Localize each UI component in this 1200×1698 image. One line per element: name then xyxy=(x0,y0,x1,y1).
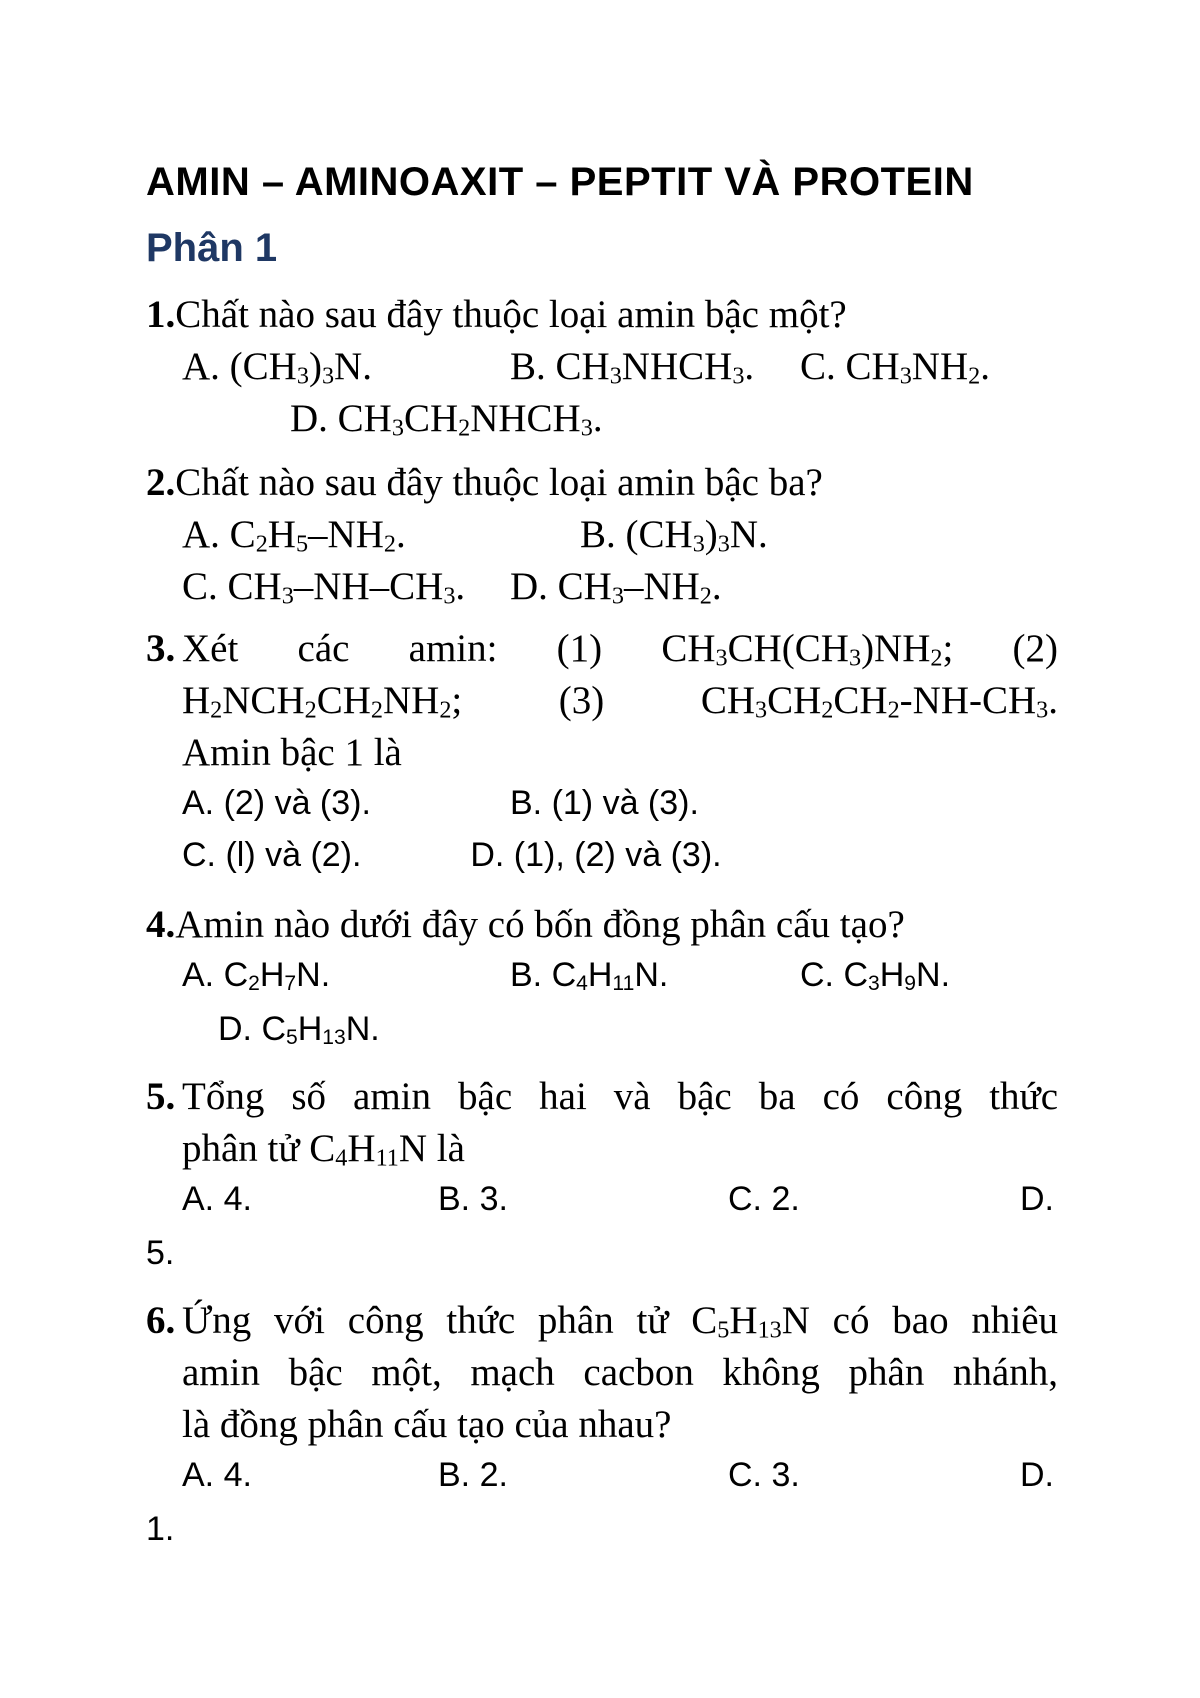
q6-option-a: A. 4. xyxy=(182,1456,252,1494)
question-4 xyxy=(146,902,905,947)
q3-option-d: D. (1), (2) và (3). xyxy=(470,836,722,874)
q5-option-d-cont: 5. xyxy=(146,1234,175,1272)
question-text: Amin nào dưới đây có bốn đồng phân cấu tạo? xyxy=(175,903,905,946)
section-heading: Phân 1 xyxy=(146,226,278,270)
q4-option-c: C. $C_3H_9N$. xyxy=(800,956,951,995)
q6-option-b: B. 2. xyxy=(438,1456,508,1494)
q3-option-a: A. (2) và (3). xyxy=(182,784,371,822)
question-6-text-line1: Ứng với công thức phân tử $C_5H_{13}N$ có bao nhiêu xyxy=(182,1299,1059,1344)
q1-option-b: B. $CH_3NHCH_3$. xyxy=(510,345,755,390)
question-5-text-line1: Tổng số amin bậc hai và bậc ba có công thức xyxy=(182,1075,1058,1118)
document-title: AMIN – AMINOAXIT – PEPTIT VÀ PROTEIN xyxy=(146,160,974,204)
question-6-number xyxy=(146,1298,175,1343)
q6-option-d-cont: 1. xyxy=(146,1510,175,1548)
q5-option-d: D. xyxy=(1020,1180,1054,1218)
question-3-number xyxy=(146,626,175,671)
question-3-text-line2: $H_2NCH_2CH_2NH_2$; (3) $CH_3CH_2CH_2-NH-CH_3$. xyxy=(182,679,1058,724)
q3-option-b: B. (1) và (3). xyxy=(510,784,699,822)
question-6-text-line3: là đồng phân cấu tạo của nhau? xyxy=(182,1403,672,1446)
q4-option-b: B. $C_4H_{11}N$. xyxy=(510,956,669,995)
q1-option-c: C. $CH_3NH_2$. xyxy=(800,345,990,390)
question-number: 2. xyxy=(146,461,176,504)
q2-option-b: B. $(CH_3)_3N$. xyxy=(580,513,768,558)
q6-option-d: D. xyxy=(1020,1456,1054,1494)
question-3-text-line1: Xét các amin: (1) $CH_3CH(CH_3)NH_2$; (2) xyxy=(182,627,1058,672)
q2-option-c: C. $CH_3-NH-CH_3$. xyxy=(182,565,466,610)
question-number: 1. xyxy=(146,293,176,336)
q5-option-c: C. 2. xyxy=(728,1180,800,1218)
question-6-text-line2: amin bậc một, mạch cacbon không phân nhánh, xyxy=(182,1351,1058,1394)
question-number: 3. xyxy=(146,627,176,670)
q4-option-d: D. $C_5H_{13}N$. xyxy=(218,1010,380,1049)
question-3-text-line3: Amin bậc 1 là xyxy=(182,731,402,774)
question-5-text-line2: phân tử $C_4H_{11}N$ là xyxy=(182,1127,465,1172)
q5-option-b: B. 3. xyxy=(438,1180,508,1218)
question-5-number xyxy=(146,1074,175,1119)
question-number: 6. xyxy=(146,1299,176,1342)
q3-option-c-d xyxy=(182,836,722,875)
q2-option-a: A. $C_2H_5-NH_2$. xyxy=(182,513,406,558)
q2-option-d: D. $CH_3-NH_2$. xyxy=(510,565,722,610)
q1-option-a: A. $(CH_3)_3N$. xyxy=(182,345,372,390)
question-text: Chất nào sau đây thuộc loại amin bậc một? xyxy=(175,293,847,336)
q6-option-c: C. 3. xyxy=(728,1456,800,1494)
q1-option-d: D. $CH_3CH_2NHCH_3$. xyxy=(290,397,603,442)
question-number: 5. xyxy=(146,1075,176,1118)
question-1 xyxy=(146,292,847,337)
q3-option-c: C. (l) và (2). xyxy=(182,836,362,874)
q4-option-a: A. $C_2H_7N$. xyxy=(182,956,331,995)
question-2 xyxy=(146,460,823,505)
question-number: 4. xyxy=(146,903,176,946)
question-text: Chất nào sau đây thuộc loại amin bậc ba? xyxy=(175,461,823,504)
q5-option-a: A. 4. xyxy=(182,1180,252,1218)
